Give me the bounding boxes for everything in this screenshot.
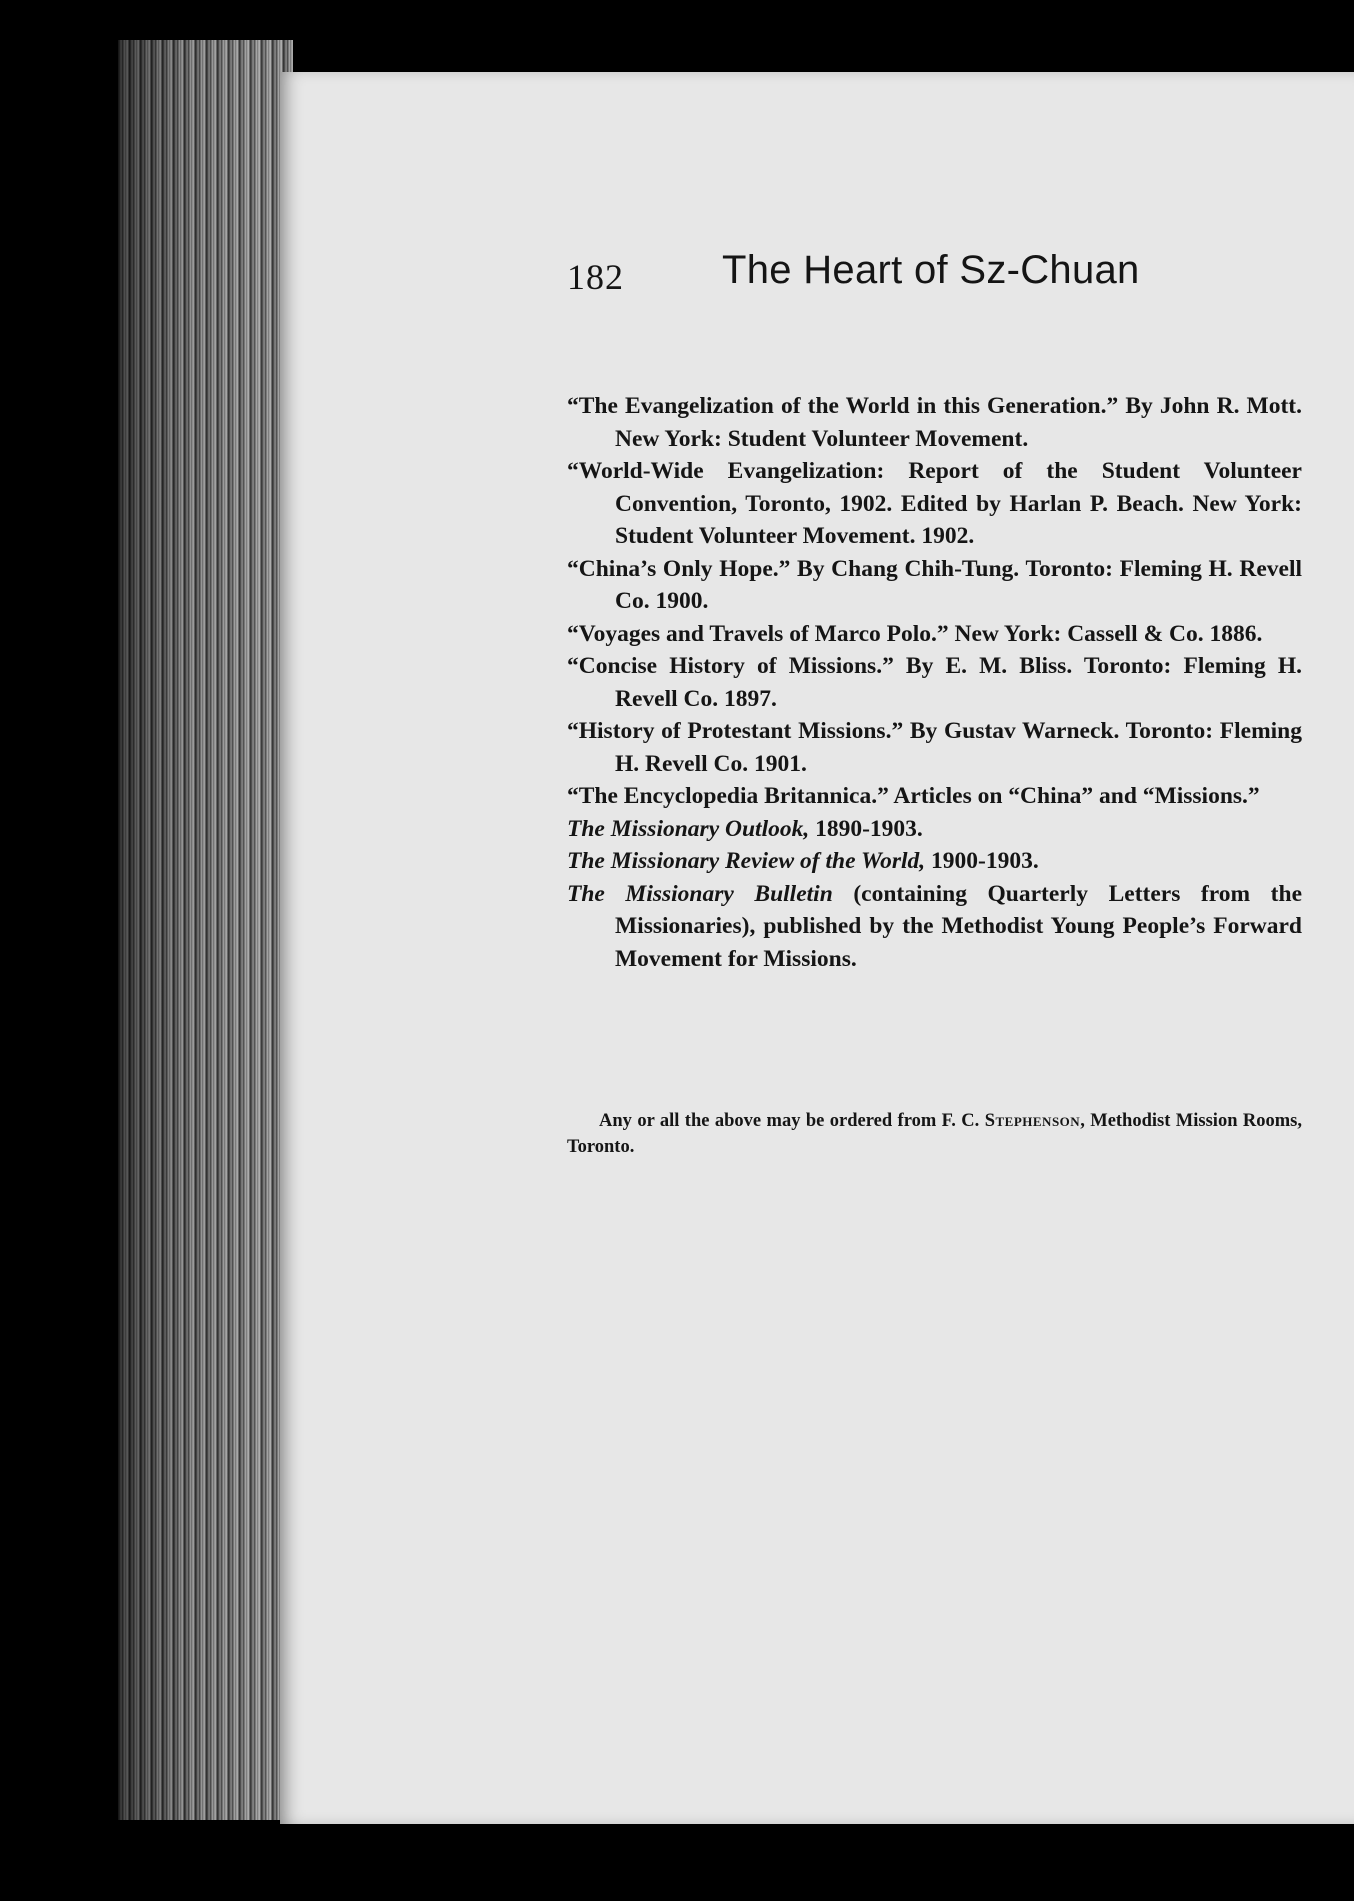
entry-text: (containing Quarterly Letters from the Missionaries), published by the Methodist Young People’s Forward Movement for Missions.: [615, 880, 1302, 972]
ordering-note: [567, 1108, 1302, 1160]
entry-text: 1900-1903.: [925, 848, 1039, 874]
entry-italic-title: The Missionary Outlook,: [567, 815, 810, 842]
entry-text: “China’s Only Hope.” By Chang Chih-Tung. Toronto: Fleming H. Revell Co. 1900.: [567, 555, 1302, 614]
bibliography-entry: [567, 845, 1302, 878]
bibliography-entry: [567, 813, 1302, 846]
bibliography-entry: [567, 878, 1302, 976]
bibliography-list: [567, 390, 1302, 975]
book-page: [280, 72, 1354, 1824]
bibliography-entry: [567, 780, 1302, 813]
bibliography-entry: [567, 618, 1302, 651]
note-text-before: Any or all the above may be ordered from F. C.: [599, 1111, 985, 1131]
entry-text: “Concise History of Missions.” By E. M. Bliss. Toronto: Fleming H. Revell Co. 1897.: [567, 653, 1302, 712]
entry-text: “World-Wide Evangelization: Report of the Student Volunteer Convention, Toronto, 1902. Edited by Harlan P. Beach. New York: Student Volunteer Movement. 1902.: [567, 458, 1302, 549]
book-page-edges: [118, 40, 293, 1820]
entry-text: 1890-1903.: [809, 815, 923, 842]
note-name: Stephenson: [984, 1111, 1081, 1131]
page-number: 182: [567, 257, 624, 297]
entry-text: “The Encyclopedia Britannica.” Articles on “China” and “Missions.”: [567, 783, 1260, 809]
bibliography-entry: [567, 715, 1302, 780]
bibliography-entry: [567, 553, 1302, 618]
entry-text: “The Evangelization of the World in this Generation.” By John R. Mott. New York: Student Volunteer Movement.: [567, 393, 1302, 452]
running-title: The Heart of Sz-Chuan: [722, 248, 1140, 292]
bibliography-entry: [567, 455, 1302, 553]
entry-text: “Voyages and Travels of Marco Polo.” New York: Cassell & Co. 1886.: [567, 620, 1263, 647]
note-text-after: , Methodist Mission Rooms, Toronto.: [567, 1111, 1302, 1157]
running-head: [567, 248, 1302, 308]
bibliography-entry: [567, 650, 1302, 715]
entry-italic-title: The Missionary Review of the World,: [567, 848, 926, 874]
entry-italic-title: The Missionary Bulletin: [567, 880, 833, 907]
bibliography-entry: [567, 390, 1302, 455]
entry-text: “History of Protestant Missions.” By Gustav Warneck. Toronto: Fleming H. Revell Co. 1901.: [567, 718, 1302, 777]
